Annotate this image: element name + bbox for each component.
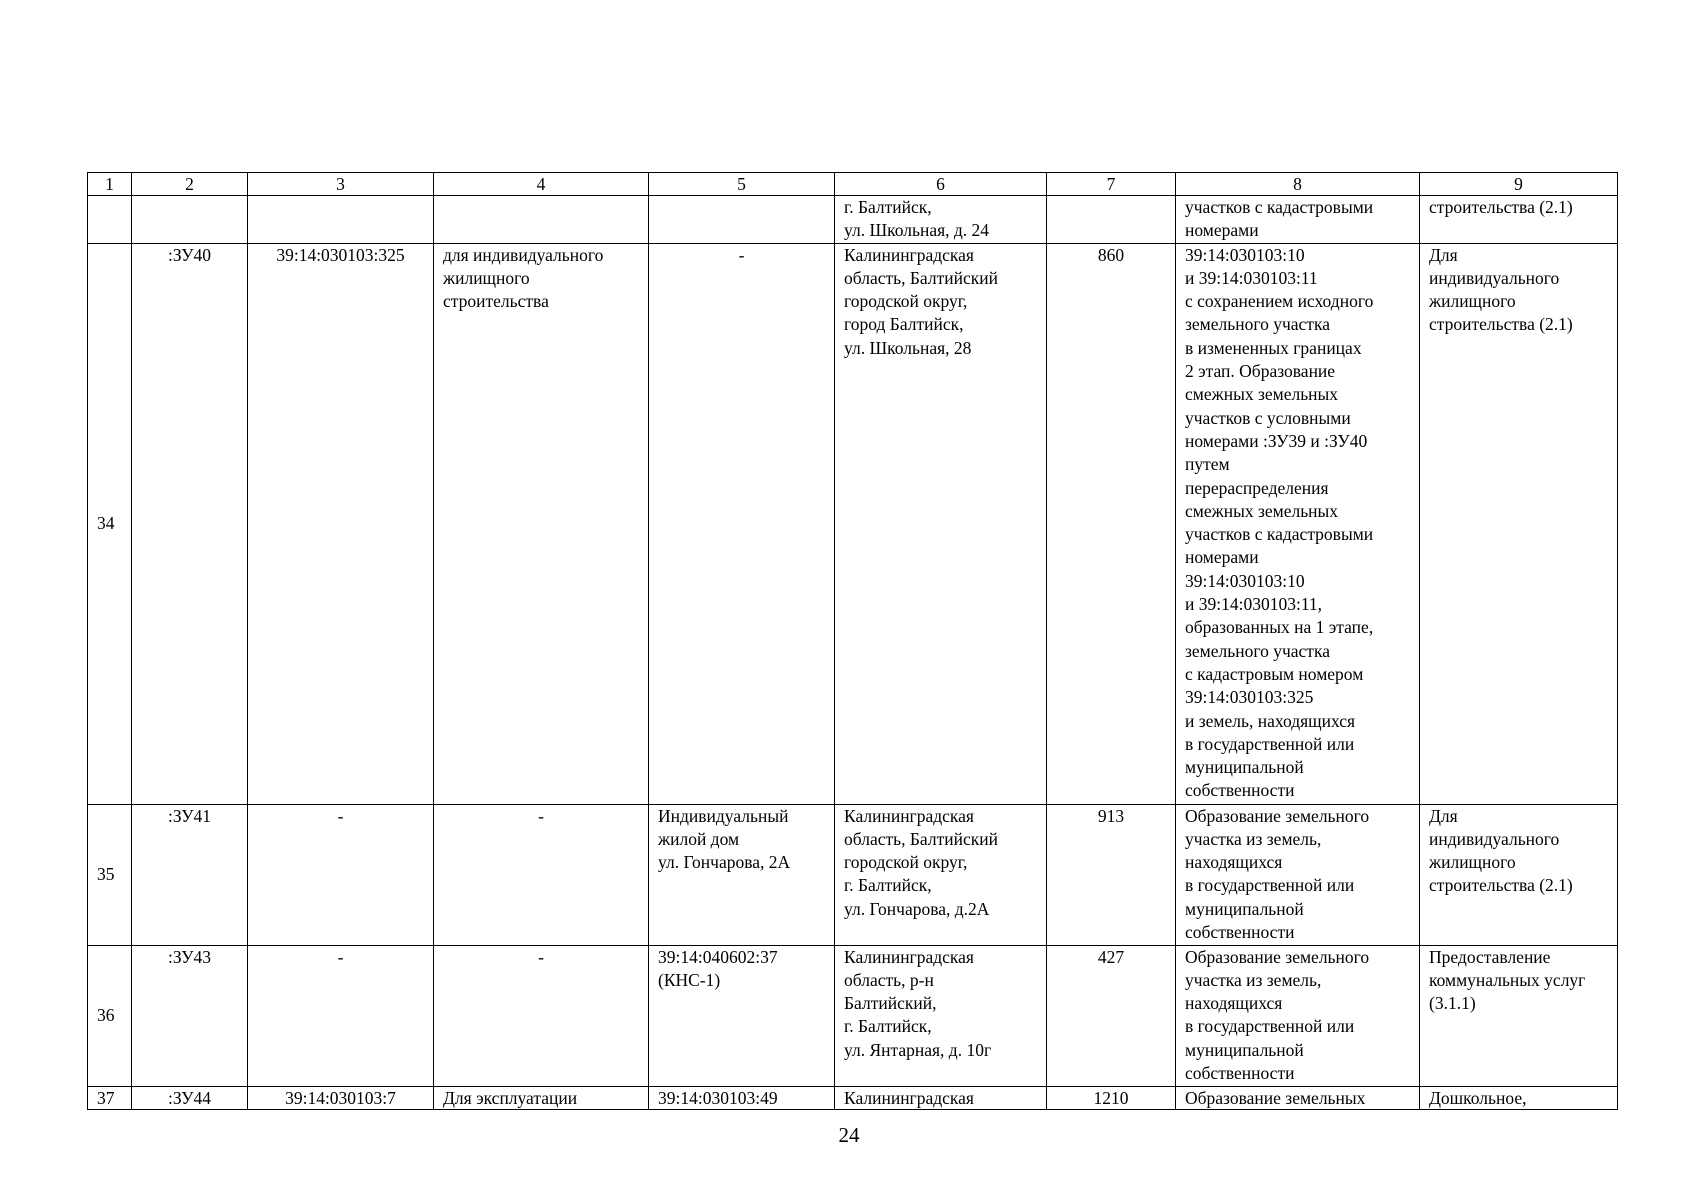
cell-line: 39:14:030103:49: [658, 1087, 778, 1108]
plot-conditional-number: :ЗУ40: [132, 243, 248, 804]
plot-conditional-number: :ЗУ44: [132, 1086, 248, 1109]
continuation-row: [88, 196, 1618, 244]
cell-line: образованных на 1 этапе,: [1185, 617, 1374, 638]
permitted-use-cell: [1420, 1086, 1618, 1109]
row-number: 36: [88, 945, 132, 1086]
formation-method-cell: [1176, 945, 1420, 1086]
building-cell: [649, 804, 835, 945]
cell-line: ул. Школьная, 28: [844, 337, 972, 358]
cell-line: собственности: [1185, 922, 1295, 943]
cell-line: Калининградская: [844, 946, 974, 967]
table-cell: [88, 196, 132, 244]
table-cell: [434, 196, 649, 244]
cell-line: Балтийский,: [844, 993, 937, 1014]
cell-line: Дошкольное,: [1429, 1087, 1527, 1108]
cell-line: и 39:14:030103:11: [1185, 267, 1318, 288]
cell-line: земельного участка: [1185, 314, 1330, 335]
area-value: 427: [1047, 945, 1176, 1086]
cell-line: в измененных границах: [1185, 337, 1362, 358]
cell-line: участков с кадастровыми: [1185, 197, 1374, 217]
table-row: [88, 945, 1618, 1086]
cell-line: -: [538, 946, 544, 967]
building-cell: [649, 945, 835, 1086]
cell-line: в государственной или: [1185, 733, 1355, 754]
cell-line: и земель, находящихся: [1185, 710, 1356, 731]
cell-line: муниципальной: [1185, 1039, 1304, 1060]
page-number: 24: [838, 1123, 860, 1147]
cell-line: жилищного: [443, 267, 530, 288]
address-cell: [835, 196, 1047, 244]
cell-line: -: [538, 805, 544, 826]
cell-line: номерами: [1185, 220, 1259, 241]
column-number: 5: [649, 173, 835, 196]
plot-conditional-number: :ЗУ43: [132, 945, 248, 1086]
permitted-use-cell: [1420, 804, 1618, 945]
cell-line: 39:14:030103:325: [1185, 687, 1314, 708]
address-cell: [835, 945, 1047, 1086]
cell-line: Для: [1429, 805, 1458, 826]
cell-line: городской округ,: [844, 852, 968, 873]
column-number: 2: [132, 173, 248, 196]
cell-line: Предоставление: [1429, 946, 1551, 967]
cell-line: и 39:14:030103:11,: [1185, 594, 1323, 615]
cell-line: 2 этап. Образование: [1185, 361, 1336, 382]
row-number: 34: [88, 243, 132, 804]
formation-method-cell: [1176, 804, 1420, 945]
cadastral-number: -: [248, 945, 434, 1086]
cell-line: Калининградская: [844, 244, 974, 265]
cell-line: номерами :ЗУ39 и :ЗУ40: [1185, 430, 1368, 451]
permitted-use-cell: [1420, 945, 1618, 1086]
cell-line: путем: [1185, 454, 1230, 475]
cell-line: для индивидуального: [443, 244, 604, 265]
cell-line: строительства (2.1): [1429, 875, 1573, 896]
cell-line: 39:14:040602:37: [658, 946, 778, 967]
cell-line: смежных земельных: [1185, 384, 1339, 405]
column-number-row: [88, 173, 1618, 196]
table-cell: [649, 196, 835, 244]
cell-line: Для эксплуатации: [443, 1087, 578, 1108]
land-plots-table: [87, 172, 1618, 1110]
address-cell: [835, 804, 1047, 945]
cell-line: жилищного: [1429, 852, 1516, 873]
cell-line: Для: [1429, 244, 1458, 265]
cell-line: Образование земельных: [1185, 1087, 1366, 1108]
table-cell: [1047, 196, 1176, 244]
column-number: 9: [1420, 173, 1618, 196]
row-number: 37: [88, 1086, 132, 1109]
cell-line: коммунальных услуг: [1429, 969, 1586, 990]
cell-line: г. Балтийск,: [844, 875, 932, 896]
table-row: [88, 243, 1618, 804]
permitted-use-cell: [1420, 196, 1618, 244]
column-number: 4: [434, 173, 649, 196]
cell-line: в государственной или: [1185, 875, 1355, 896]
cell-line: (3.1.1): [1429, 993, 1476, 1014]
address-cell: [835, 243, 1047, 804]
building-cell: [649, 1086, 835, 1109]
cell-line: строительства (2.1): [1429, 314, 1573, 335]
current-use-cell: [434, 804, 649, 945]
current-use-cell: [434, 945, 649, 1086]
formation-method-cell: [1176, 1086, 1420, 1109]
current-use-cell: [434, 1086, 649, 1109]
cell-line: (КНС-1): [658, 969, 721, 990]
cell-line: индивидуального: [1429, 267, 1560, 288]
cell-line: находящихся: [1185, 852, 1283, 873]
cell-line: 39:14:030103:10: [1185, 244, 1305, 265]
cell-line: область, Балтийский: [844, 828, 998, 849]
cadastral-number: -: [248, 804, 434, 945]
row-number: 35: [88, 804, 132, 945]
column-number: 3: [248, 173, 434, 196]
cell-line: Индивидуальный: [658, 805, 789, 826]
cell-line: городской округ,: [844, 291, 968, 312]
cell-line: участка из земель,: [1185, 828, 1322, 849]
cell-line: ул. Гончарова, 2А: [658, 852, 791, 873]
cell-line: собственности: [1185, 780, 1295, 801]
table-row: [88, 804, 1618, 945]
cell-line: участков с кадастровыми: [1185, 524, 1374, 545]
cell-line: жилой дом: [658, 828, 740, 849]
cell-line: ул. Гончарова, д.2А: [844, 898, 990, 919]
cell-line: ул. Янтарная, д. 10г: [844, 1039, 992, 1060]
permitted-use-cell: [1420, 243, 1618, 804]
plot-conditional-number: :ЗУ41: [132, 804, 248, 945]
cell-line: муниципальной: [1185, 898, 1304, 919]
table-cell: [248, 196, 434, 244]
cell-line: смежных земельных: [1185, 500, 1339, 521]
column-number: 8: [1176, 173, 1420, 196]
table-cell: [132, 196, 248, 244]
cadastral-number: 39:14:030103:7: [248, 1086, 434, 1109]
cell-line: в государственной или: [1185, 1016, 1355, 1037]
cell-line: 39:14:030103:10: [1185, 570, 1305, 591]
cell-line: с сохранением исходного: [1185, 291, 1374, 312]
formation-method-cell: [1176, 243, 1420, 804]
area-value: 860: [1047, 243, 1176, 804]
cell-line: Калининградская: [844, 1087, 974, 1108]
table-row: [88, 1086, 1618, 1109]
cell-line: строительства: [443, 291, 549, 312]
cell-line: город Балтийск,: [844, 314, 964, 335]
cell-line: индивидуального: [1429, 828, 1560, 849]
cell-line: г. Балтийск,: [844, 1016, 932, 1037]
cell-line: область, р-н: [844, 969, 934, 990]
cell-line: жилищного: [1429, 291, 1516, 312]
cell-line: Образование земельного: [1185, 805, 1370, 826]
area-value: 913: [1047, 804, 1176, 945]
cell-line: участков с условными: [1185, 407, 1351, 428]
column-number: 6: [835, 173, 1047, 196]
area-value: 1210: [1047, 1086, 1176, 1109]
cell-line: участка из земель,: [1185, 969, 1322, 990]
cell-line: строительства (2.1): [1429, 197, 1573, 217]
cell-line: г. Балтийск,: [844, 197, 932, 217]
current-use-cell: [434, 243, 649, 804]
cell-line: область, Балтийский: [844, 267, 998, 288]
cell-line: находящихся: [1185, 993, 1283, 1014]
cadastral-number: 39:14:030103:325: [248, 243, 434, 804]
building-cell: -: [649, 243, 835, 804]
cell-line: перераспределения: [1185, 477, 1329, 498]
cell-line: с кадастровым номером: [1185, 663, 1364, 684]
column-number: 7: [1047, 173, 1176, 196]
cell-line: собственности: [1185, 1063, 1295, 1084]
cell-line: ул. Школьная, д. 24: [844, 220, 990, 241]
cell-line: номерами: [1185, 547, 1259, 568]
cell-line: Образование земельного: [1185, 946, 1370, 967]
formation-method-cell: [1176, 196, 1420, 244]
cell-line: земельного участка: [1185, 640, 1330, 661]
address-cell: [835, 1086, 1047, 1109]
cell-line: муниципальной: [1185, 757, 1304, 778]
cell-line: Калининградская: [844, 805, 974, 826]
column-number: 1: [88, 173, 132, 196]
